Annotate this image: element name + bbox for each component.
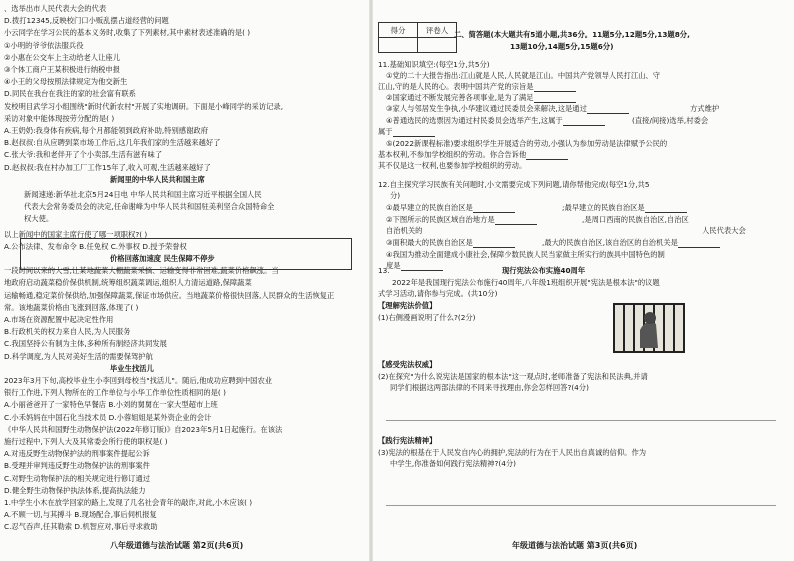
q12-line-text: ①最早建立的民族自治区是 [386, 203, 473, 212]
q13-s2-question: (2)在探究"为什么说宪法是国家的根本法"这一观点时,老师准备了宪法和民法典,并请 [378, 372, 648, 381]
fill-blank[interactable] [473, 204, 515, 213]
question-line: D.健全野生动物保护执法体系,提高执法能力 [4, 485, 146, 495]
question-line: 2023年3月下旬,高校毕业生小李回到母校当"找活儿"。随后,他成功应聘到中国农业 [4, 376, 273, 385]
q12-line [562, 203, 687, 213]
q11-line [378, 127, 435, 137]
question-line: ②小惠在公交车上主动给老人让座儿 [4, 52, 120, 62]
q11-head: 11.基础知识填空:(每空1分,共5分) [378, 60, 490, 69]
question-line: 新闻速递:新华社北京5月24日电 中华人民共和国主席习近平根据全国人民 [24, 190, 262, 199]
section-title-2: 13题10分,14题5分,15题6分) [510, 42, 614, 51]
grader-cell[interactable] [418, 38, 457, 53]
q13-s2-question-2: 同学们根据这两部法律的不同来寻找理由,你会怎样回答?(4分) [390, 383, 589, 392]
q13-s2-title: 【感受宪法权威】 [378, 360, 437, 369]
left-page [0, 0, 372, 561]
question-line: C.忍气吞声,任其勒索 D.机智应对,事后寻求救助 [4, 522, 158, 532]
question-line: 《中华人民共和国野生动物保护法(2022年修订版)》自2023年5月1日起施行。在该法 [4, 424, 283, 434]
q11-line [632, 116, 708, 126]
page-fold [369, 0, 373, 561]
fill-blank[interactable] [526, 151, 568, 160]
question-line: 1.中学生小木在放学回家的路上,发现了几名社会青年的敲诈,对此,小木应该( ) [4, 498, 253, 507]
q11-line-text: 其不仅是这一权利,也要参加学校组织的劳动。 [378, 161, 527, 170]
section-title: 二、简答题(本大题共有5道小题,共36分。11题5分,12题5分,13题8分, [454, 30, 690, 39]
section-heading: 新闻里的中华人民共和国主席 [110, 174, 205, 184]
score-header: 得分 [379, 23, 418, 38]
q12-line [386, 215, 537, 225]
q12-line-text: 自治机关的 [386, 226, 423, 235]
q11-line-text: ①党的二十大报告指出:江山就是人民,人民就是江山。中国共产党领导人民打江山、守 [386, 71, 661, 80]
q12-line-text: ,是周口西南的民族自治区,自治区 [582, 215, 689, 224]
question-line: A.市场在资源配置中起决定性作用 [4, 315, 114, 324]
fill-blank[interactable] [534, 94, 576, 103]
fill-blank[interactable] [401, 262, 443, 271]
score-table [378, 22, 457, 53]
q11-line-text: (直接/间接)选举,村委会 [632, 116, 709, 125]
question-line: C.张大爷:我和老伴开了个小卖部,生活有滋有味了 [4, 150, 163, 160]
q11-line-text: 基本权利,不参加学校组织的劳动。你合告诉他 [378, 150, 527, 159]
right-page [372, 0, 794, 561]
question-line: 发校明目武学习小组围绕"新时代新农村"开展了实地调研。下面是小峰同学的采访记录, [4, 101, 284, 111]
question-line: B.行政机关的权力来自人民,为人民服务 [4, 327, 131, 337]
question-line: B.赵叔叔:自从应聘到菜市场工作后,这几年我们家的生活越来越好了 [4, 138, 221, 148]
question-line: D.拨打12345,反映校门口小贩乱摆占道经营的问题 [4, 16, 169, 26]
question-line: D.科学调度,为人民对美好生活的需要保驾护航 [4, 351, 153, 361]
q11-line-text: 江山,守的是人民的心。表明中国共产党的宗旨是 [378, 82, 534, 91]
q12-line-text: 度是 [386, 261, 401, 270]
q12-line [386, 250, 665, 260]
cartoon-cage-image [610, 300, 688, 356]
q13-s3-title: 【践行宪法精神】 [378, 436, 437, 445]
q13-s3-question-2: 中学生,你准备如何践行宪法精神?(4分) [390, 459, 516, 468]
fill-blank[interactable] [473, 239, 515, 248]
q13-intro: 2022年是我国现行宪法公布施行40周年,八年级1班组织开展"宪法是根本法"的议题 [392, 278, 660, 287]
q13-s3-question: (3)宪法的根基在于人民发自内心的拥护,宪法的行为在于人民出自真诚的信仰。作为 [378, 448, 647, 457]
question-line: A.公布法律、发布命令 B.任免权 C.外事权 D.授予荣誉权 [4, 241, 187, 251]
q11-line [378, 150, 568, 160]
question-line: ①小明的爷爷依法服兵役 [4, 40, 84, 50]
question-line: 、选举出市人民代表大会的代表 [4, 4, 107, 13]
question-line: C.小禾妈妈在中国石化当技术员 D.小蓉姐姐是某外资企业的会计 [4, 412, 212, 422]
q12-line [542, 238, 720, 248]
q11-line-text: ③家人与邻居发生争执,小华建议通过民委员会来解决,这是通过 [386, 104, 587, 113]
q13-number: 13. [378, 266, 390, 275]
q11-line [378, 161, 526, 171]
q12-line-text: ④我国为推动全面建成小康社会,保障少数民族人民当家做主所实行的族具中国特色的制 [386, 250, 665, 259]
q12-line [702, 226, 746, 236]
question-line: 权大使。 [24, 214, 54, 224]
q12-line [386, 238, 515, 248]
q12-line-text: ,最大的民族自治区,该自治区的自治机关是 [542, 238, 678, 247]
section-heading: 价格回落加速度 民生保障不停步 [110, 254, 215, 263]
question-line: 运输畅通,稳定菜价保供给,加强保障蔬菜,保证市场供应。当地蔬菜价格很快回落,人民群众的生活恢复正 [4, 290, 335, 300]
q11-line [386, 71, 660, 81]
answer-area-3[interactable] [386, 505, 776, 506]
q12-line-text: 人民代表大会 [702, 226, 746, 235]
question-line: A.小丽爸爸开了一家特色早餐店 B.小刘的舅舅在一家大型超市上班 [4, 400, 218, 410]
q12-head-2: 分) [390, 191, 401, 200]
question-line: C.我国坚持公有制为主体,多种所有制经济共同发展 [4, 339, 167, 349]
question-line: C.对野生动物保护法的相关规定进行修订通过 [4, 473, 151, 483]
q11-line-text: ②国家通过不断发展完善各项事业,是为了满足 [386, 93, 534, 102]
news-box [20, 238, 352, 270]
q12-line [386, 203, 515, 213]
q11-line-text: ⑤(2022新课程标准)要求组织学生开展适合的劳动,小强认为参加劳动是法律赋予公民的 [386, 139, 668, 148]
grader-header: 评卷人 [418, 23, 457, 38]
question-line: ③个体工商户王某积极进行纳税申报 [4, 65, 120, 74]
question-line: B.受理并审判违反野生动物保护法的刑事案件 [4, 461, 150, 471]
q11-line-text: ④普通选民的选票因为通过村民委员会选举产生,这属于 [386, 116, 563, 125]
q12-head: 12.自主探究学习民族有关问题时,小文需要完成下列问题,请你帮他完成(每空1分,共5 [378, 180, 650, 189]
question-line: 施行过程中,下列人大及其常委会所行使的职权是( ) [4, 437, 168, 446]
question-line: 以上新闻中的国家主席行使了哪一项职权?( ) [4, 229, 148, 239]
question-line: A.王奶奶:我身体有疾病,每个月都能领到政府补助,特别感谢政府 [4, 126, 208, 135]
question-line: 常。该地蔬菜价格由飞涨到回落,体现了( ) [4, 302, 139, 312]
q12-line [386, 226, 422, 236]
left-footer: 八年级道德与法治试题 第2页(共6页) [110, 541, 244, 550]
q12-line-text: ③面积最大的民族自治区是 [386, 238, 473, 247]
q11-line [386, 139, 667, 149]
fill-blank[interactable] [563, 117, 605, 126]
q12-line [582, 215, 689, 225]
q13-s1-question: (1)右侧漫画说明了什么?(2分) [378, 313, 476, 322]
fill-blank[interactable] [587, 105, 629, 114]
question-line: 地政府启动蔬菜稳价保供机制,统筹组织蔬菜调运,组织人力清运道路,保障蔬菜 [4, 278, 252, 288]
q11-line-text: 属于 [378, 127, 393, 136]
question-line: 小云同学在学习公民的基本义务时,收集了下列素材,其中素材表述准确的是( ) [4, 28, 251, 38]
fill-blank[interactable] [678, 239, 720, 248]
question-line: D.赵叔叔:我在村办加工厂工作15年了,收入可观,生活越来越好了 [4, 162, 211, 172]
q13-title: 现行宪法公布实施40周年 [502, 266, 586, 275]
q13-s1-title: 【理解宪法价值】 [378, 301, 437, 310]
q13-intro-2: 式学习活动,请你参与完成。(共10分) [378, 289, 498, 298]
right-footer: 年级道德与法治试题 第3页(共6页) [512, 541, 638, 550]
answer-area-2[interactable] [386, 420, 776, 421]
question-line: 银行工作进,下列人物所在的工作单位与小华工作单位性质相同的是( ) [4, 388, 226, 398]
q11-line [690, 104, 719, 114]
fill-blank[interactable] [534, 83, 576, 92]
q12-line [386, 261, 443, 271]
q11-line [378, 82, 576, 92]
q11-line [386, 116, 605, 126]
fill-blank[interactable] [495, 216, 537, 225]
question-line: 代表大会常务委员会的决定,任命谢峰为中华人民共和国驻美利坚合众国特命全 [24, 202, 275, 212]
question-line: A.不顾一切,与其搏斗 B.现场配合,事后伺机报复 [4, 510, 157, 520]
q11-line [386, 104, 629, 114]
section-heading: 毕业生找活儿 [110, 363, 154, 373]
q11-line [386, 93, 576, 103]
fill-blank[interactable] [645, 204, 687, 213]
question-line: D.同民在我台在我注的家的社会富有联系 [4, 89, 136, 99]
q11-line-text: 方式维护 [690, 104, 720, 113]
question-line: 一段时间以来的大雪,让某地蔬菜大棚蔬菜采摘、运输变得非常困难,蔬菜价格飙涨。当 [4, 266, 279, 276]
q12-line-text: ;最早建立的民族自治区是 [562, 203, 645, 212]
q12-line-text: ②下图所示的民族区域自治地方是 [386, 215, 495, 224]
score-cell[interactable] [379, 38, 418, 53]
question-line: A.对违反野生动物保护法的刑事案件提起公诉 [4, 449, 150, 459]
question-line: 采访对象中能体现按劳分配的是( ) [4, 113, 115, 123]
fill-blank[interactable] [393, 128, 435, 137]
question-line: ④小王的父母按照法律规定为他交新生 [4, 77, 128, 87]
